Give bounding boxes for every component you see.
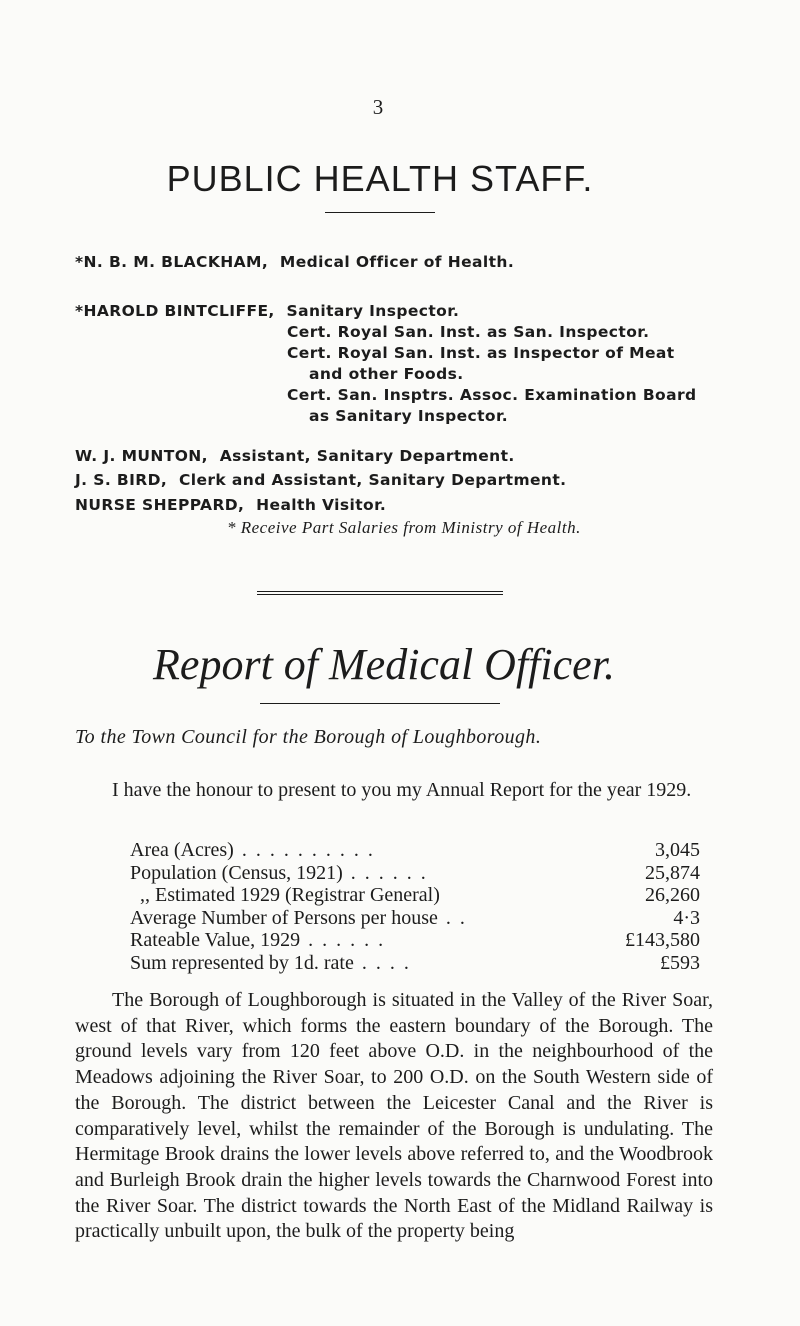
staff-name: J. S. BIRD, xyxy=(75,471,168,489)
stat-row xyxy=(130,907,700,930)
qualification-line: and other Foods. xyxy=(309,365,464,383)
page-number: 3 xyxy=(372,95,384,119)
stat-row xyxy=(130,839,700,862)
stat-value: £143,580 xyxy=(625,929,700,952)
intro-text: I have the honour to present to you my Annual Report for the year 1929. xyxy=(112,779,692,801)
staff-name: *HAROLD BINTCLIFFE, xyxy=(75,302,275,320)
page-title: PUBLIC HEALTH STAFF. xyxy=(166,158,594,199)
staff-entry-bintcliffe xyxy=(75,302,459,320)
stat-row xyxy=(130,952,700,975)
body-paragraph xyxy=(75,988,713,1245)
stat-value: £593 xyxy=(660,951,700,974)
staff-entry-munton xyxy=(75,447,515,465)
title-divider xyxy=(325,212,435,213)
double-divider-top xyxy=(257,591,503,592)
footnote: * Receive Part Salaries from Ministry of Health. xyxy=(227,518,581,537)
stat-row xyxy=(130,929,700,952)
stat-leader: . . . . . . xyxy=(350,861,428,884)
stat-leader: . . . . xyxy=(361,951,411,974)
report-divider xyxy=(260,703,500,704)
stat-leader: . . . . . . xyxy=(308,929,386,952)
stat-label: Sum represented by 1d. rate xyxy=(130,951,354,974)
stat-value: 3,045 xyxy=(655,839,700,861)
stat-label: Average Number of Persons per house xyxy=(130,906,438,929)
staff-role: Medical Officer of Health. xyxy=(279,253,515,271)
staff-role: Sanitary Inspector. xyxy=(286,302,460,320)
staff-role: Assistant, Sanitary Department. xyxy=(219,447,515,465)
stat-label: ,, Estimated 1929 (Registrar General) xyxy=(140,884,440,907)
stat-row xyxy=(130,884,700,907)
stat-label: Area (Acres) xyxy=(130,839,234,861)
staff-qualifications xyxy=(287,323,697,428)
staff-name: W. J. MUNTON, xyxy=(75,447,208,465)
stat-value: 4·3 xyxy=(673,906,700,929)
statistics-table xyxy=(130,839,700,975)
stat-row xyxy=(130,862,700,885)
qualification-line: Cert. San. Insptrs. Assoc. Examination Board xyxy=(287,386,697,404)
qualification-line: as Sanitary Inspector. xyxy=(309,407,509,425)
intro-paragraph xyxy=(75,778,713,804)
staff-name: *N. B. M. BLACKHAM, xyxy=(75,253,269,271)
staff-entry-blackham xyxy=(75,253,514,271)
stat-leader: . . xyxy=(445,906,467,929)
stat-label: Rateable Value, 1929 xyxy=(130,929,301,952)
stat-value: 25,874 xyxy=(645,861,700,884)
body-text: The Borough of Loughborough is situated in the Valley of the River Soar, west of that River, which forms the eastern boundary of the Borough. The ground levels vary from 120 feet above O.D. in the neighbourhood of the Meadows adjoining the River Soar, to 200 O.D. on the South Western side of the Borough. The district between the Leicester Canal and the River is comparatively level, whilst the remainder of the Borough is undulating. The Hermitage Brook drains the lower levels above referred to, and the Woodbrook and Burleigh Brook drain the higher levels towards the Charnwood Forest into the River Soar. The district towards the North East of the Midland Railway is practically unbuilt upon, the bulk of the property being xyxy=(75,989,713,1243)
staff-role: Health Visitor. xyxy=(256,496,387,514)
staff-name: NURSE SHEPPARD, xyxy=(75,496,245,514)
staff-entry-bird xyxy=(75,471,566,489)
staff-role: Clerk and Assistant, Sanitary Department. xyxy=(178,471,567,489)
stat-value: 26,260 xyxy=(645,884,700,907)
qualification-line: Cert. Royal San. Inst. as Inspector of Meat xyxy=(287,344,675,362)
stat-label: Population (Census, 1921) xyxy=(130,861,343,884)
report-title: Report of Medical Officer. xyxy=(153,640,615,689)
addressee: To the Town Council for the Borough of Loughborough. xyxy=(75,726,542,748)
stat-leader: . . . . . . . . . . xyxy=(241,839,375,861)
staff-entry-sheppard xyxy=(75,496,386,514)
qualification-line: Cert. Royal San. Inst. as San. Inspector. xyxy=(287,323,650,341)
double-divider-bottom xyxy=(257,594,503,595)
